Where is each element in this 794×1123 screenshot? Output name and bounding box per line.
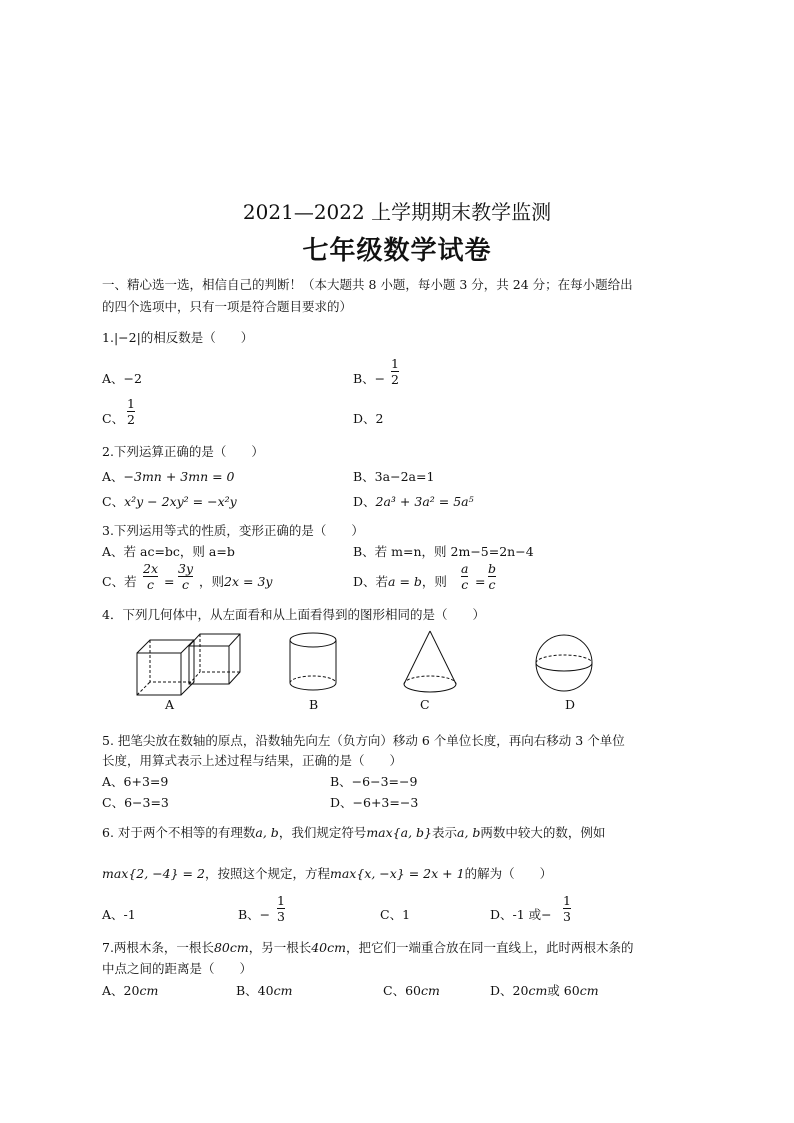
q5-option-d: D、−6+3=−3 [330,795,419,810]
q1-option-c-fraction: 1 2 [127,396,135,428]
q6-stem-line2: max{2, −4} = 2，按照这个规定，方程max{x, −x} = 2x + 1的解为（ ） [102,866,553,881]
q6-option-b-fraction: 1 3 [277,893,285,925]
q5-stem-line1: 5. 把笔尖放在数轴的原点，沿数轴先向左（负方向）移动 6 个单位长度，再向右移动 3 个单位 [102,733,625,748]
q6-option-a: A、-1 [102,907,136,922]
q5-stem-line2: 长度，用算式表示上述过程与结果，正确的是（ ） [102,753,403,768]
q5-option-b: B、−6−3=−9 [330,774,418,789]
q7-option-c: C、60cm [383,983,440,998]
section-instruction-line2: 的四个选项中，只有一项是符合题目要求的） [102,299,353,314]
q1-option-d: D、2 [353,411,384,426]
q6-stem-line1: 6. 对于两个不相等的有理数a, b，我们规定符号max{a, b}表示a, b两数中较大的数，例如 [102,825,606,840]
q3-option-d-prefix: D、若a = b，则 [353,574,447,589]
q7-option-a: A、20cm [102,983,159,998]
q7-stem-line2: 中点之间的距离是（ ） [102,961,253,976]
q2-option-d: D、2a³ + 3a² = 5a⁵ [353,494,474,509]
q7-option-b: B、40cm [236,983,293,998]
q4-label-d: D [565,697,576,712]
q3-option-c-fraction-2: 3y c [178,561,194,593]
q5-option-c: C、6−3=3 [102,795,169,810]
q2-option-c: C、x²y − 2xy² = −x²y [102,494,237,509]
q6-option-d: D、-1 或− [490,907,552,922]
paper-title: 七年级数学试卷 [302,236,492,266]
q3-option-c-fraction-1: 2x c [143,561,159,593]
q3-option-d-fraction-1: a c [461,561,469,593]
q4-label-a: A [165,697,175,712]
q3-option-d-fraction-2: b c [488,561,497,593]
q7-option-d: D、20cm或 60cm [490,983,599,998]
q1-stem: 1.|−2|的相反数是（ ） [102,330,254,345]
q1-option-b-fraction: 1 2 [391,356,399,388]
q3-stem: 3.下列运用等式的性质，变形正确的是（ ） [102,523,364,538]
q4-label-c: C [420,697,430,712]
q3-option-b: B、若 m=n，则 2m−5=2n−4 [353,544,534,559]
q6-option-b: B、− [238,907,271,922]
q7-stem-line1: 7.两根木条，一根长80cm，另一根长40cm，把它们一端重合放在同一直线上，此时两根木条的 [102,940,634,955]
q1-option-c: C、 [102,411,125,426]
q3-option-c-result: ，则2x = 3y [199,574,273,589]
q3-option-a: A、若 ac=bc，则 a=b [102,544,235,559]
q1-option-b: B、− [353,371,386,386]
q3-option-d-equals: = [475,574,486,589]
q6-option-d-fraction: 1 3 [563,893,571,925]
q1-option-a: A、−2 [102,371,142,386]
q2-option-a: A、−3mn + 3mn = 0 [102,469,235,484]
q3-option-c-prefix: C、若 [102,574,137,589]
q2-option-b: B、3a−2a=1 [353,469,435,484]
q6-option-c: C、1 [380,907,411,922]
q2-stem: 2.下列运算正确的是（ ） [102,444,264,459]
q5-option-a: A、6+3=9 [102,774,169,789]
section-instruction-line1: 一、精心选一选，相信自己的判断！（本大题共 8 小题，每小题 3 分，共 24 分；在每小题给出 [102,277,633,292]
q4-label-b: B [309,697,319,712]
q3-option-c-equals: = [164,574,175,589]
exam-title: 2021—2022 上学期期末教学监测 [242,200,552,224]
q4-stem: 4．下列几何体中，从左面看和从上面看得到的图形相同的是（ ） [102,607,485,622]
